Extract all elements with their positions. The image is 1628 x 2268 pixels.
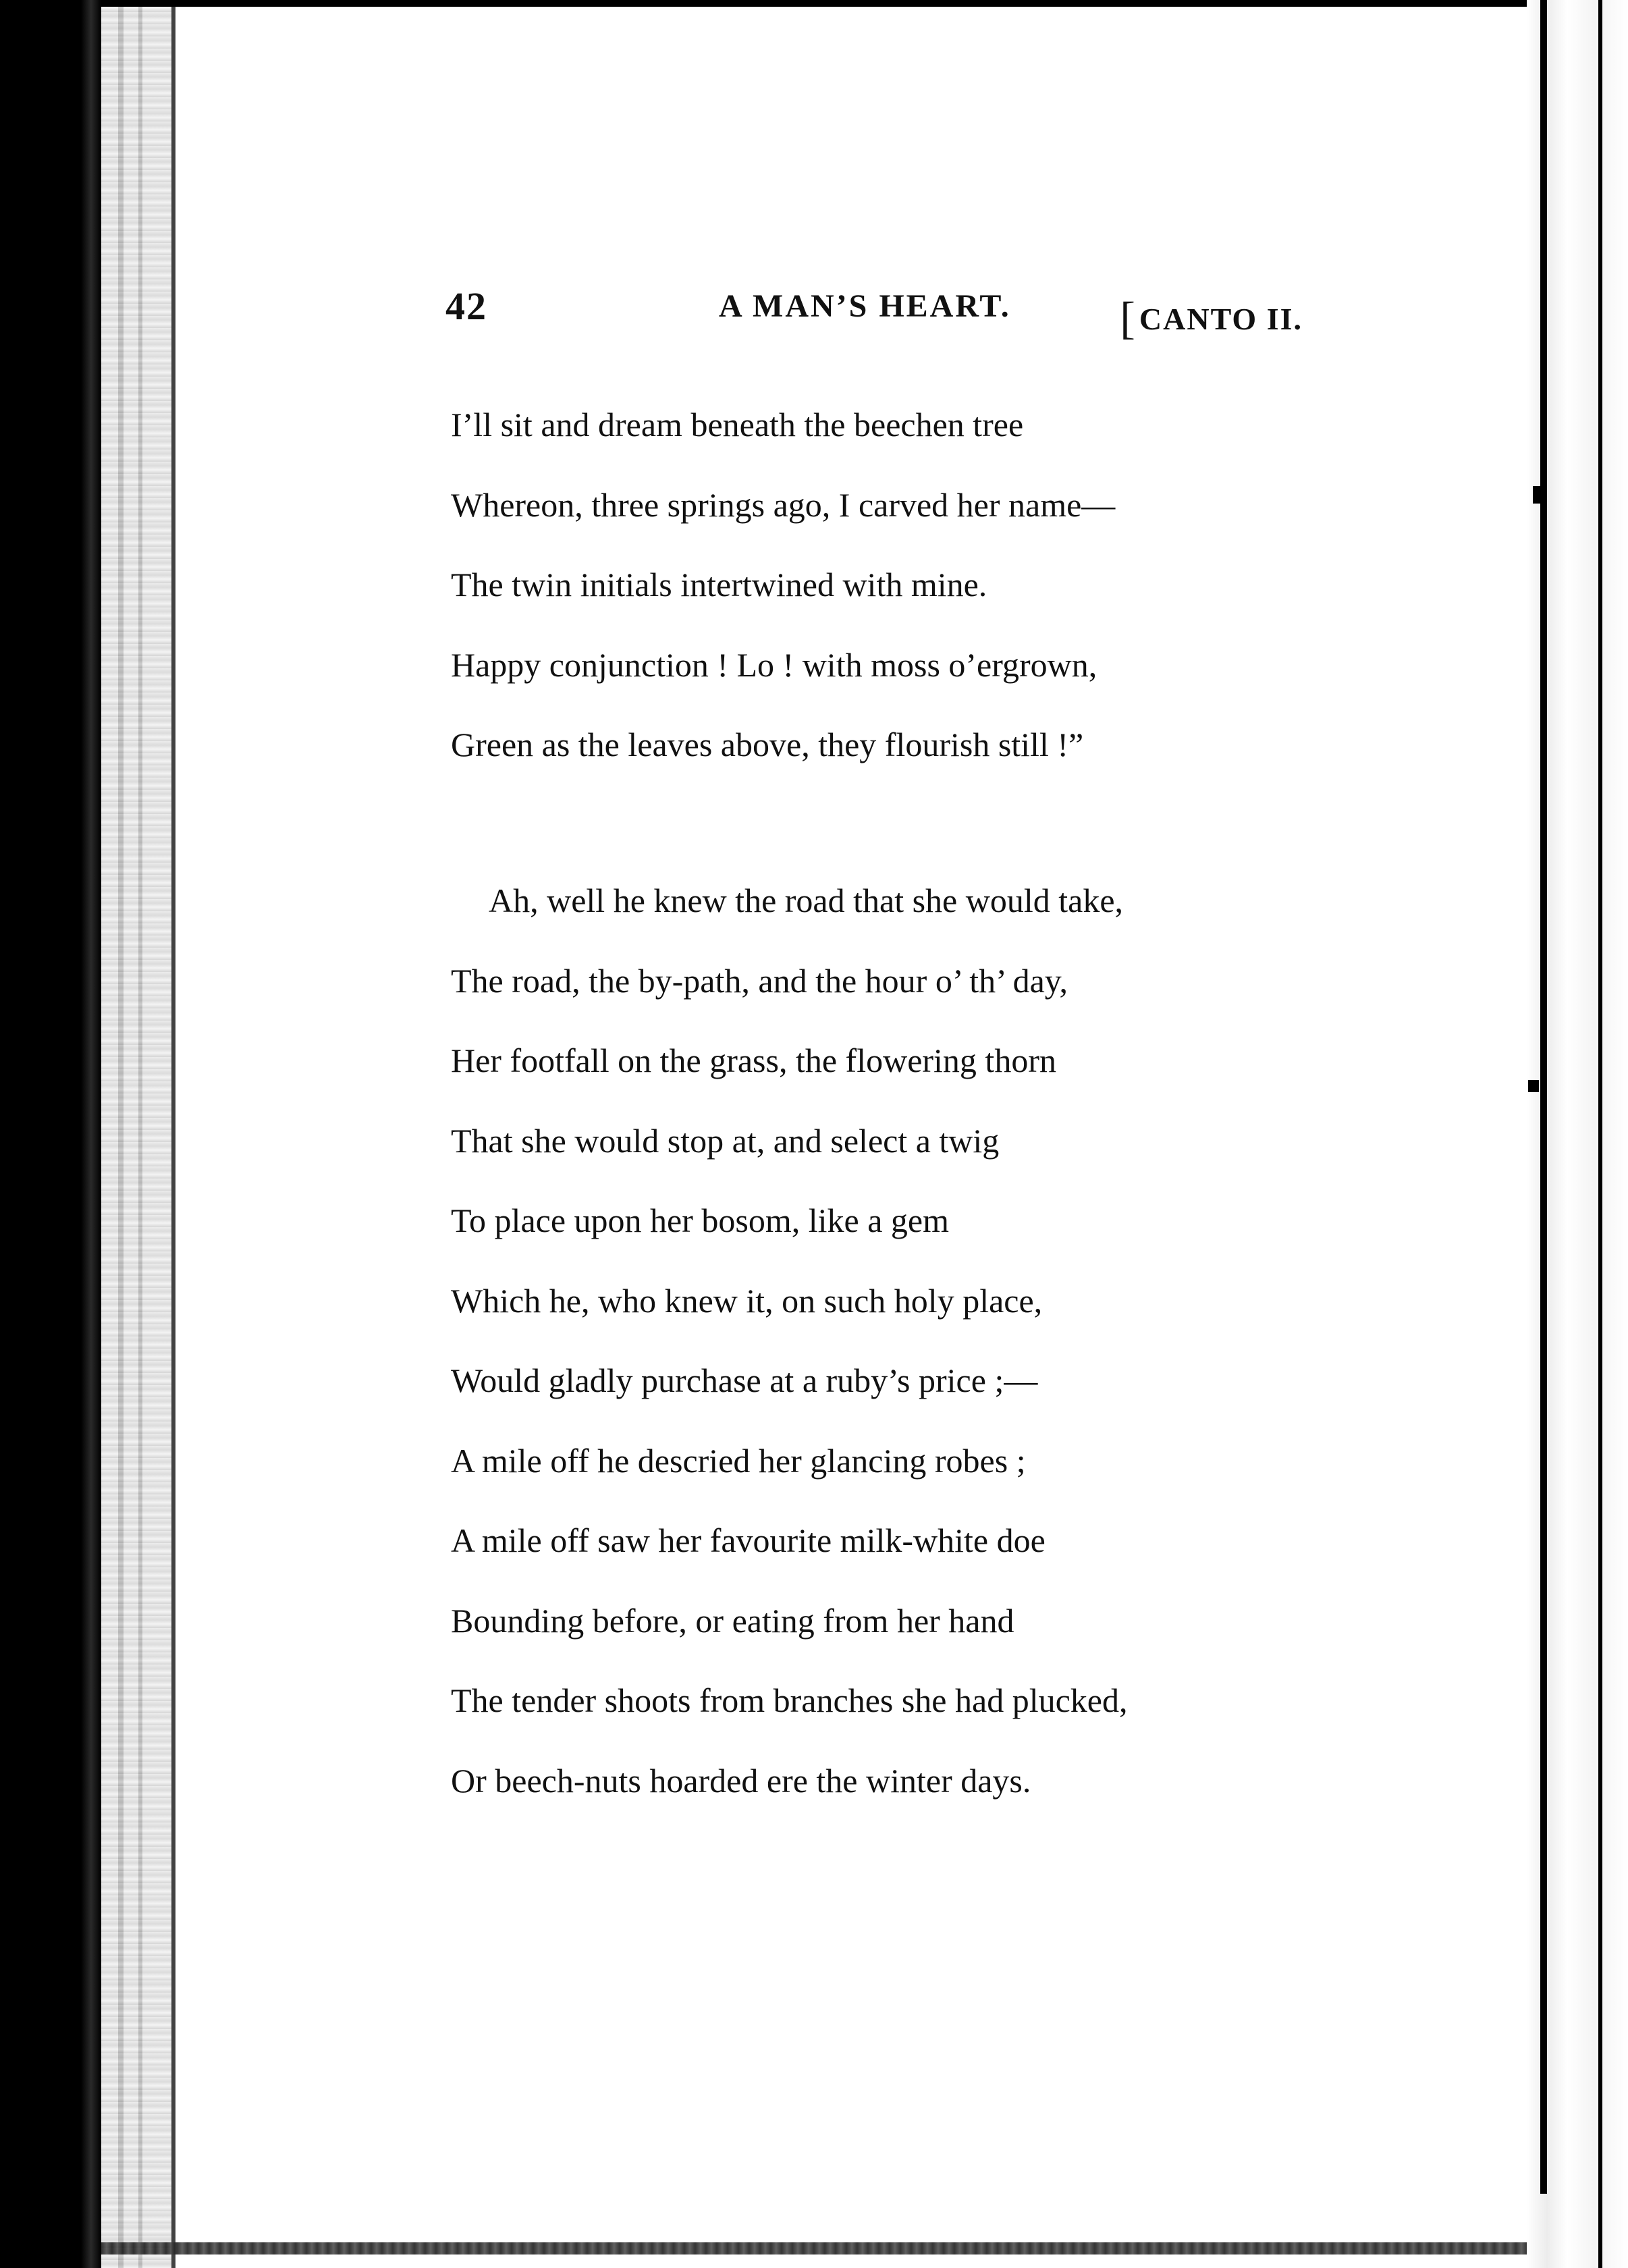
verse-line: That she would stop at, and select a twig — [451, 1121, 1000, 1160]
verse-line: Her footfall on the grass, the flowering thorn — [451, 1042, 1056, 1079]
canto-reference — [1120, 288, 1303, 344]
stanza-1 — [451, 385, 1328, 785]
verse-line: Bounding before, or eating from her hand — [451, 1601, 1014, 1640]
verse-line: I’ll sit and dream beneath the beechen tree — [451, 406, 1024, 443]
canto-bracket: [ — [1120, 292, 1137, 344]
verse-line: The twin initials intertwined with mine. — [451, 566, 987, 603]
running-title: A MAN’S HEART. — [719, 288, 1011, 324]
page-number: 42 — [445, 284, 487, 328]
verse-line: To place upon her bosom, like a gem — [451, 1202, 949, 1239]
verse-line: Or beech-nuts hoarded ere the winter days. — [451, 1761, 1031, 1800]
verse-line: Whereon, three springs ago, I carved her name— — [451, 485, 1116, 524]
verse-line: A mile off he descried her glancing robes ; — [451, 1441, 1026, 1480]
running-header — [445, 284, 1303, 344]
verse-line: A mile off saw her favourite milk-white doe — [451, 1521, 1046, 1559]
verse-line: Happy conjunction ! Lo ! with moss o’ergrown, — [451, 645, 1097, 684]
stanza-2 — [451, 861, 1328, 1820]
verse-line: Ah, well he knew the road that she would take, — [489, 882, 1124, 919]
verse-line: The tender shoots from branches she had plucked, — [451, 1681, 1128, 1719]
verse-line: Would gladly purchase at a ruby’s price ;— — [451, 1361, 1038, 1399]
verse-line: Green as the leaves above, they flourish still !” — [451, 726, 1084, 763]
verse-line: Which he, who knew it, on such holy place, — [451, 1281, 1043, 1320]
verse-line: The road, the by-path, and the hour o’ th’ day, — [451, 961, 1068, 1000]
canto-label: CANTO II. — [1139, 302, 1303, 336]
